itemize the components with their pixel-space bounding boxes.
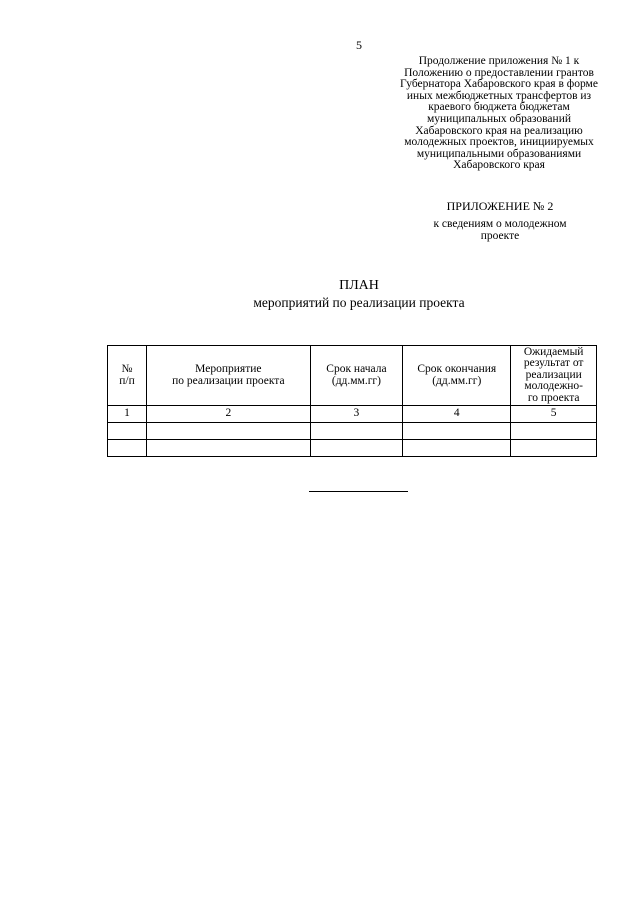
header-line: молодежно- bbox=[524, 380, 583, 393]
appendix-line: к сведениям о молодежном bbox=[433, 217, 567, 230]
header-line: Срок начала bbox=[326, 363, 387, 375]
continuation-header bbox=[378, 56, 620, 172]
table-cell bbox=[403, 440, 511, 457]
header-line: го проекта bbox=[527, 391, 580, 404]
column-number-row bbox=[108, 406, 597, 423]
appendix-header bbox=[400, 200, 600, 243]
table-cell bbox=[310, 423, 403, 440]
header-line: (дд.мм.гг) bbox=[432, 374, 482, 387]
header-cell-end-date bbox=[403, 346, 511, 406]
continuation-line: муниципальных образований bbox=[426, 112, 572, 125]
header-line: Срок окончания bbox=[417, 363, 497, 375]
column-number-cell: 4 bbox=[403, 406, 511, 423]
table-cell bbox=[511, 423, 597, 440]
continuation-line: Положению о предоставлении грантов bbox=[404, 66, 594, 79]
appendix-line: проекте bbox=[480, 230, 520, 242]
header-line: реализации bbox=[525, 368, 582, 381]
column-number-cell: 1 bbox=[108, 406, 147, 423]
continuation-line: муниципальными образованиями bbox=[416, 147, 582, 160]
table-row bbox=[108, 423, 597, 440]
continuation-line: Хабаровского края bbox=[453, 159, 545, 172]
column-number-cell: 5 bbox=[511, 406, 597, 423]
header-line: по реализации проекта bbox=[172, 374, 285, 387]
table-header-row bbox=[108, 346, 597, 406]
table-cell bbox=[108, 440, 147, 457]
header-cell-start-date bbox=[310, 346, 403, 406]
table-cell bbox=[310, 440, 403, 457]
header-cell-number bbox=[108, 346, 147, 406]
table-cell bbox=[147, 423, 311, 440]
table-row bbox=[108, 440, 597, 457]
continuation-line: Хабаровского края на реализацию bbox=[415, 124, 583, 137]
appendix-title: ПРИЛОЖЕНИЕ № 2 bbox=[446, 199, 554, 213]
header-line: Мероприятие bbox=[195, 363, 262, 375]
continuation-line: иных межбюджетных трансфертов из bbox=[406, 89, 592, 102]
header-cell-activity bbox=[147, 346, 311, 406]
header-line: № bbox=[121, 363, 133, 375]
page-number: 5 bbox=[356, 38, 362, 52]
plan-subtitle: мероприятий по реализации проекта bbox=[253, 295, 465, 310]
continuation-line: Губернатора Хабаровского края в форме bbox=[400, 78, 598, 91]
table-cell bbox=[147, 440, 311, 457]
continuation-line: молодежных проектов, инициируемых bbox=[404, 136, 594, 149]
header-cell-expected-result bbox=[511, 346, 597, 406]
table-cell bbox=[403, 423, 511, 440]
column-number-cell: 3 bbox=[310, 406, 403, 423]
column-number-cell: 2 bbox=[147, 406, 311, 423]
header-line: п/п bbox=[119, 374, 135, 387]
continuation-line: краевого бюджета бюджетам bbox=[428, 101, 570, 114]
plan-title: ПЛАН bbox=[339, 278, 379, 293]
header-line: Ожидаемый bbox=[523, 345, 584, 358]
header-line: результат от bbox=[523, 357, 584, 370]
table-cell bbox=[108, 423, 147, 440]
end-divider bbox=[309, 491, 408, 492]
continuation-line: Продолжение приложения № 1 к bbox=[418, 55, 580, 67]
plan-table bbox=[107, 345, 597, 457]
header-line: (дд.мм.гг) bbox=[331, 374, 381, 387]
table-cell bbox=[511, 440, 597, 457]
